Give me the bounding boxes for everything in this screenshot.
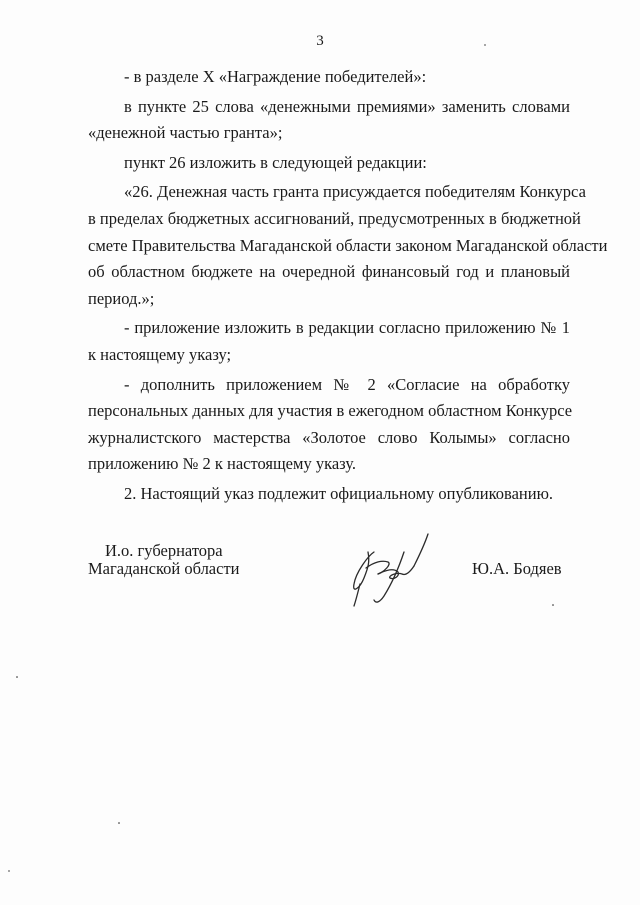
page-number: 3 <box>316 33 324 49</box>
document-body <box>88 64 608 508</box>
signatory-title-line2: Магаданской области <box>88 559 240 578</box>
paragraph-line: период.»; <box>88 288 155 308</box>
paragraph-line: - приложение изложить в редакции согласно приложению № 1 <box>124 318 570 338</box>
paragraph-line: персональных данных для участия в ежегодном областном Конкурсе <box>88 401 573 421</box>
paragraph-line: приложению № 2 к настоящему указу. <box>88 454 357 474</box>
paragraph-line: - дополнить приложением № 2 «Согласие на обработку <box>124 374 570 394</box>
signatory-title-line1: И.о. губернатора <box>105 541 223 560</box>
paragraph-line: пункт 26 изложить в следующей редакции: <box>124 152 427 172</box>
scan-artifact <box>484 44 486 46</box>
signatory-name: Ю.А. Бодяев <box>472 559 562 578</box>
paragraph-line: смете Правительства Магаданской области законом Магаданской области <box>88 235 608 255</box>
scan-artifact <box>118 822 120 824</box>
paragraph-line: 2. Настоящий указ подлежит официальному опубликованию. <box>124 483 554 503</box>
paragraph-line: в пределах бюджетных ассигнований, предусмотренных в бюджетной <box>88 208 581 228</box>
signature-block <box>0 538 640 628</box>
paragraph-line: журналистского мастерства «Золотое слово Колымы» согласно <box>88 427 570 447</box>
handwritten-signature <box>330 522 440 612</box>
paragraph-line: - в разделе X «Награждение победителей»: <box>124 67 427 86</box>
scan-artifact <box>552 604 554 606</box>
scan-artifact <box>8 870 10 872</box>
paragraph-line: «26. Денежная часть гранта присуждается победителям Конкурса <box>124 182 586 202</box>
scan-artifact <box>16 676 18 678</box>
paragraph-line: в пункте 25 слова «денежными премиями» заменить словами <box>124 96 570 116</box>
paragraph-line: «денежной частью гранта»; <box>88 123 283 143</box>
paragraph-line: об областном бюджете на очередной финансовый год и плановый <box>88 262 570 282</box>
paragraph-line: к настоящему указу; <box>88 344 232 364</box>
